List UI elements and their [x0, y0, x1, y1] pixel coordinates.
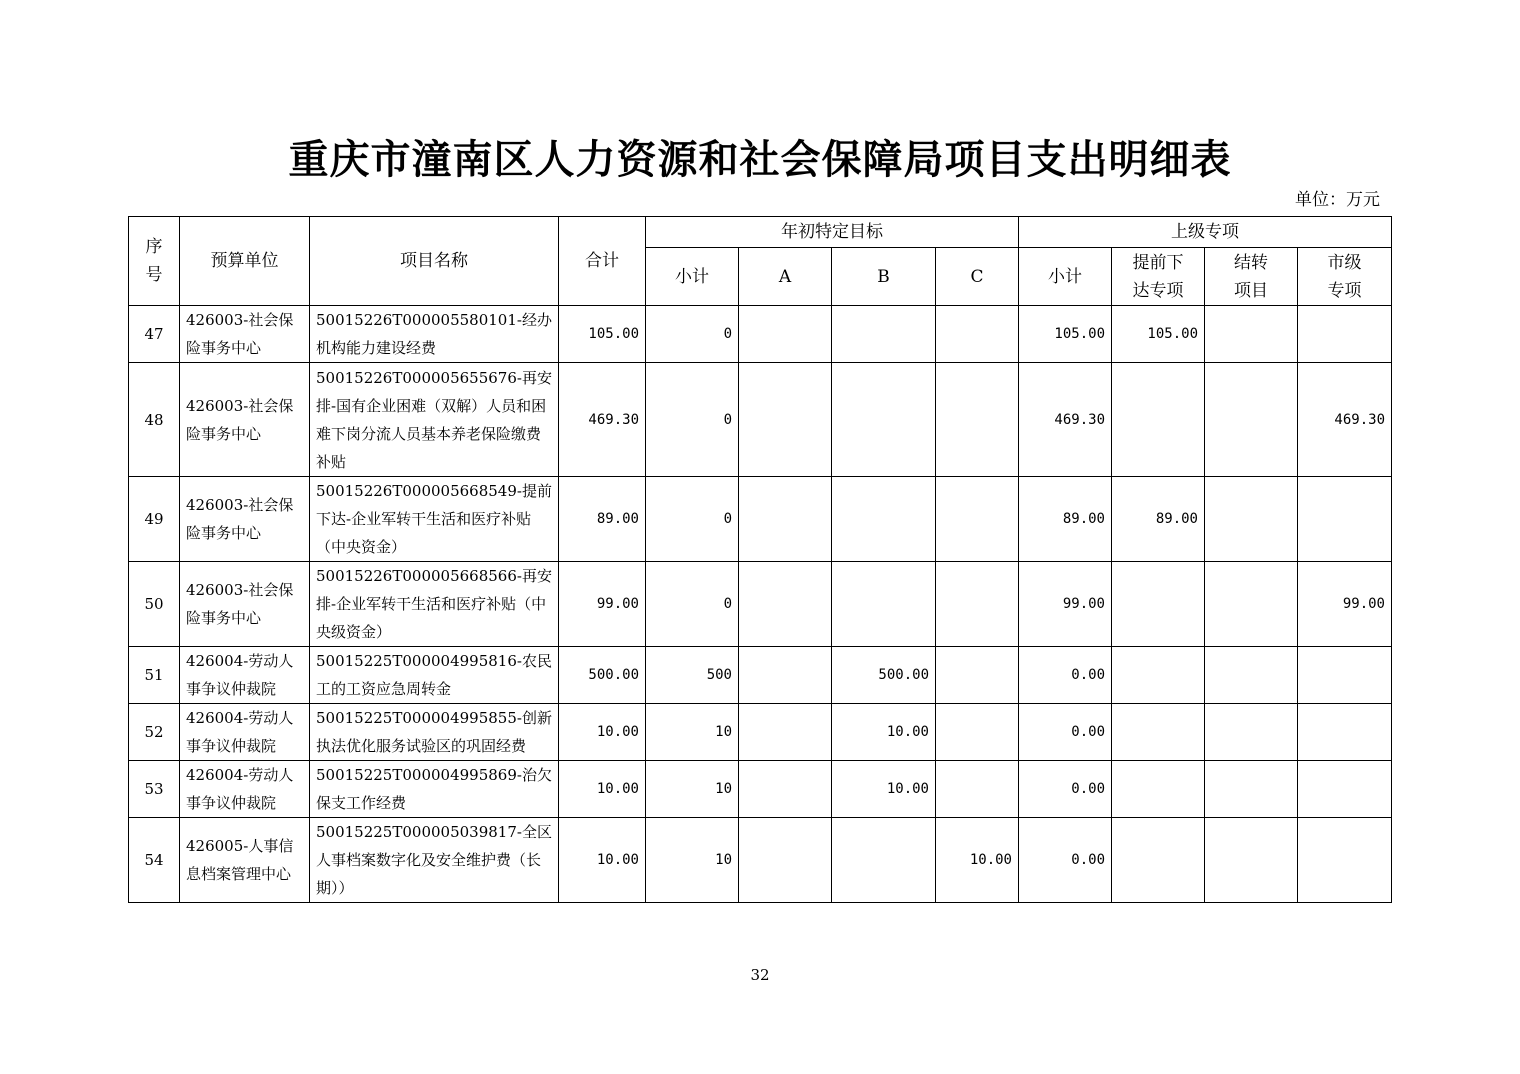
- row-target-subtotal: 500: [646, 647, 739, 704]
- table-row: [129, 477, 1392, 562]
- row-advance: 105.00: [1112, 306, 1205, 363]
- row-total: 10.00: [559, 761, 646, 818]
- row-city: [1298, 761, 1392, 818]
- table-row: [129, 363, 1392, 477]
- page-number: 32: [750, 966, 770, 984]
- row-total: 469.30: [559, 363, 646, 477]
- row-target-subtotal: 0: [646, 363, 739, 477]
- row-b: 500.00: [832, 647, 936, 704]
- row-project: 50015225T000005039817-全区人事档案数字化及安全维护费（长期））: [310, 818, 559, 903]
- row-target-subtotal: 10: [646, 761, 739, 818]
- row-project: 50015226T000005580101-经办机构能力建设经费: [310, 306, 559, 363]
- row-city: [1298, 818, 1392, 903]
- row-city: 99.00: [1298, 562, 1392, 647]
- row-seq: 53: [129, 761, 180, 818]
- row-city: [1298, 477, 1392, 562]
- header-group-target: 年初特定目标: [646, 217, 1019, 248]
- row-budget-unit: 426004-劳动人事争议仲裁院: [180, 761, 310, 818]
- row-a: [739, 363, 832, 477]
- row-b: [832, 306, 936, 363]
- row-carry: [1205, 477, 1298, 562]
- row-superior-subtotal: 0.00: [1019, 704, 1112, 761]
- table-row: [129, 704, 1392, 761]
- row-superior-subtotal: 0.00: [1019, 818, 1112, 903]
- row-project: 50015225T000004995869-治欠保支工作经费: [310, 761, 559, 818]
- row-c: 10.00: [936, 818, 1019, 903]
- row-superior-subtotal: 89.00: [1019, 477, 1112, 562]
- row-advance: [1112, 761, 1205, 818]
- row-budget-unit: 426003-社会保险事务中心: [180, 306, 310, 363]
- row-c: [936, 704, 1019, 761]
- header-c: C: [936, 248, 1019, 306]
- row-city: 469.30: [1298, 363, 1392, 477]
- row-advance: [1112, 363, 1205, 477]
- row-target-subtotal: 0: [646, 306, 739, 363]
- header-seq: 序号: [129, 217, 180, 306]
- row-seq: 49: [129, 477, 180, 562]
- header-advance: 提前下达专项: [1112, 248, 1205, 306]
- row-total: 500.00: [559, 647, 646, 704]
- expenditure-table: [128, 216, 1392, 903]
- row-c: [936, 363, 1019, 477]
- row-carry: [1205, 818, 1298, 903]
- row-total: 99.00: [559, 562, 646, 647]
- row-seq: 51: [129, 647, 180, 704]
- row-budget-unit: 426003-社会保险事务中心: [180, 477, 310, 562]
- unit-label: 单位：万元: [1295, 190, 1380, 210]
- row-a: [739, 647, 832, 704]
- row-a: [739, 562, 832, 647]
- header-superior-subtotal: 小计: [1019, 248, 1112, 306]
- table-row: [129, 647, 1392, 704]
- row-superior-subtotal: 0.00: [1019, 761, 1112, 818]
- header-a: A: [739, 248, 832, 306]
- row-a: [739, 704, 832, 761]
- row-a: [739, 761, 832, 818]
- row-project: 50015225T000004995816-农民工的工资应急周转金: [310, 647, 559, 704]
- row-c: [936, 647, 1019, 704]
- table-row: [129, 761, 1392, 818]
- row-target-subtotal: 10: [646, 818, 739, 903]
- row-project: 50015225T000004995855-创新执法优化服务试验区的巩固经费: [310, 704, 559, 761]
- table-body: [129, 306, 1392, 903]
- table-row: [129, 562, 1392, 647]
- row-city: [1298, 704, 1392, 761]
- row-b: 10.00: [832, 704, 936, 761]
- row-a: [739, 477, 832, 562]
- row-budget-unit: 426004-劳动人事争议仲裁院: [180, 704, 310, 761]
- row-superior-subtotal: 105.00: [1019, 306, 1112, 363]
- row-carry: [1205, 704, 1298, 761]
- row-c: [936, 761, 1019, 818]
- header-budget-unit: 预算单位: [180, 217, 310, 306]
- row-total: 105.00: [559, 306, 646, 363]
- table-row: [129, 818, 1392, 903]
- row-c: [936, 562, 1019, 647]
- header-project: 项目名称: [310, 217, 559, 306]
- row-b: [832, 477, 936, 562]
- row-carry: [1205, 647, 1298, 704]
- header-carry: 结转项目: [1205, 248, 1298, 306]
- row-carry: [1205, 306, 1298, 363]
- row-seq: 47: [129, 306, 180, 363]
- row-b: [832, 818, 936, 903]
- row-budget-unit: 426005-人事信息档案管理中心: [180, 818, 310, 903]
- row-project: 50015226T000005668549-提前下达-企业军转干生活和医疗补贴（中央资金）: [310, 477, 559, 562]
- row-city: [1298, 647, 1392, 704]
- row-budget-unit: 426004-劳动人事争议仲裁院: [180, 647, 310, 704]
- row-target-subtotal: 10: [646, 704, 739, 761]
- row-c: [936, 306, 1019, 363]
- row-seq: 50: [129, 562, 180, 647]
- row-budget-unit: 426003-社会保险事务中心: [180, 562, 310, 647]
- row-carry: [1205, 761, 1298, 818]
- row-target-subtotal: 0: [646, 562, 739, 647]
- row-project: 50015226T000005668566-再安排-企业军转干生活和医疗补贴（中央级资金）: [310, 562, 559, 647]
- row-advance: [1112, 818, 1205, 903]
- row-advance: 89.00: [1112, 477, 1205, 562]
- row-carry: [1205, 562, 1298, 647]
- row-seq: 54: [129, 818, 180, 903]
- table-row: [129, 306, 1392, 363]
- row-a: [739, 306, 832, 363]
- row-total: 10.00: [559, 818, 646, 903]
- header-group-superior: 上级专项: [1019, 217, 1392, 248]
- row-seq: 48: [129, 363, 180, 477]
- row-superior-subtotal: 469.30: [1019, 363, 1112, 477]
- row-total: 10.00: [559, 704, 646, 761]
- row-target-subtotal: 0: [646, 477, 739, 562]
- row-superior-subtotal: 99.00: [1019, 562, 1112, 647]
- row-b: [832, 363, 936, 477]
- header-total: 合计: [559, 217, 646, 306]
- row-b: [832, 562, 936, 647]
- page-title: 重庆市潼南区人力资源和社会保障局项目支出明细表: [288, 136, 1232, 183]
- row-total: 89.00: [559, 477, 646, 562]
- row-c: [936, 477, 1019, 562]
- row-budget-unit: 426003-社会保险事务中心: [180, 363, 310, 477]
- row-carry: [1205, 363, 1298, 477]
- header-city: 市级专项: [1298, 248, 1392, 306]
- row-a: [739, 818, 832, 903]
- row-city: [1298, 306, 1392, 363]
- header-b: B: [832, 248, 936, 306]
- header-target-subtotal: 小计: [646, 248, 739, 306]
- row-advance: [1112, 562, 1205, 647]
- row-advance: [1112, 704, 1205, 761]
- row-superior-subtotal: 0.00: [1019, 647, 1112, 704]
- row-advance: [1112, 647, 1205, 704]
- row-seq: 52: [129, 704, 180, 761]
- row-project: 50015226T000005655676-再安排-国有企业困难（双解）人员和困难下岗分流人员基本养老保险缴费补贴: [310, 363, 559, 477]
- row-b: 10.00: [832, 761, 936, 818]
